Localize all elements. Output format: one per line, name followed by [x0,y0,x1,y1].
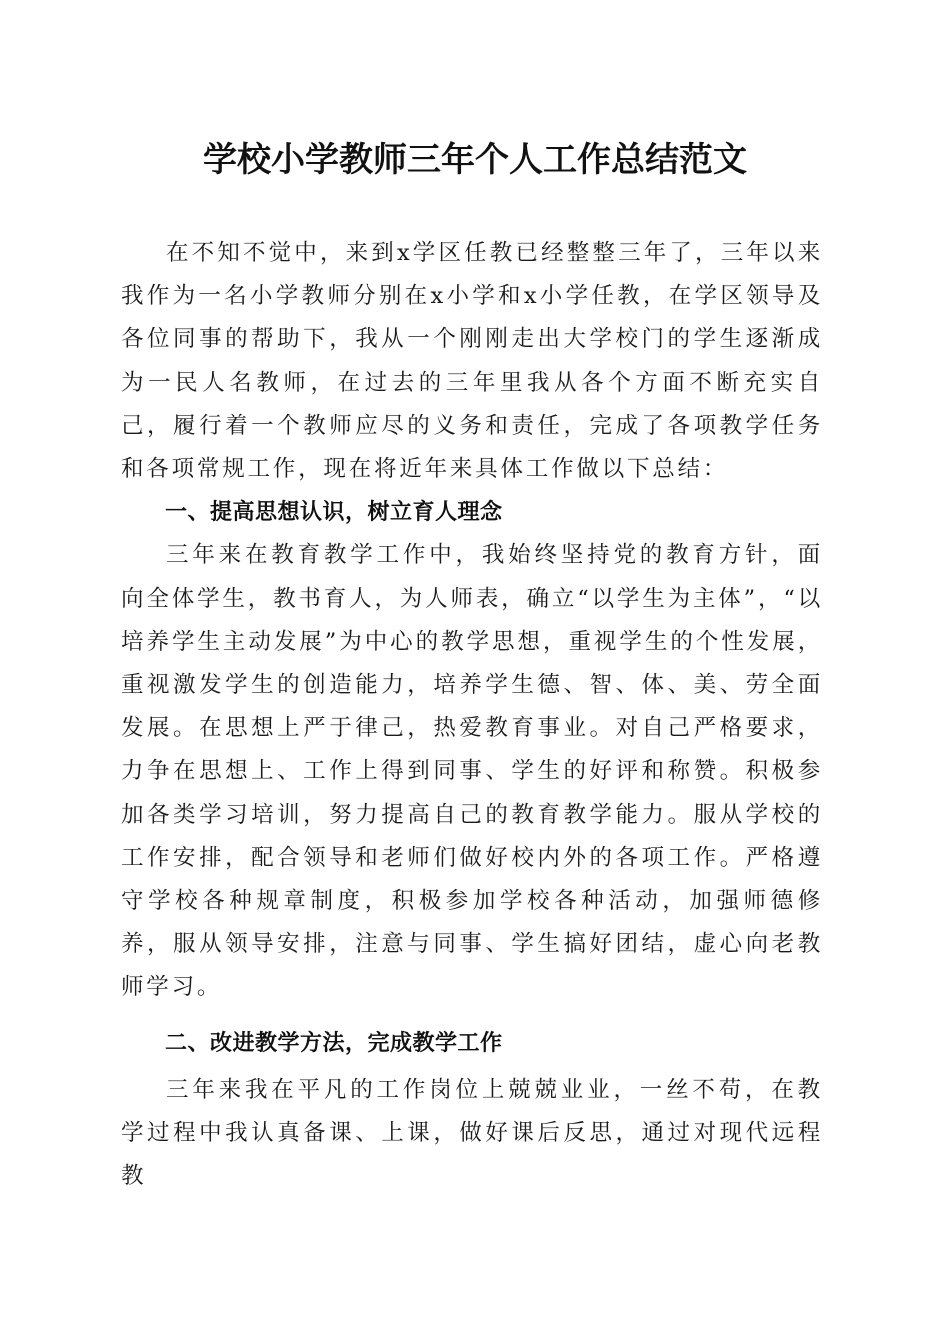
section-paragraph-1: 三年来在教育教学工作中，我始终坚持党的教育方针，面向全体学生，教书育人，为人师表，确立“以学生为主体”，“以培养学生主动发展”为中心的教学思想，重视学生的个性发展，重视激发学生的创造能力，培养学生德、智、体、美、劳全面发展。在思想上严于律己，热爱教育事业。对自己严格要求，力争在思想上、工作上得到同事、学生的好评和称赞。积极参加各类学习培训，努力提高自己的教育教学能力。服从学校的工作安排，配合领导和老师们做好校内外的各项工作。严格遵守学校各种规章制度，积极参加学校各种活动，加强师德修养，服从领导安排，注意与同事、学生搞好团结，虚心向老教师学习。 [121,542,823,1001]
document-title: 学校小学教师三年个人工作总结范文 [203,140,747,180]
section-heading-1: 一、提高思想认识，树立育人理念 [165,500,503,526]
intro-paragraph: 在不知不觉中，来到x学区任教已经整整三年了，三年以来我作为一名小学教师分别在x小学和x小学任教，在学区领导及各位同事的帮助下，我从一个刚刚走出大学校门的学生逐渐成为一民人名教师，在过去的三年里我从各个方面不断充实自己，履行着一个教师应尽的义务和责任，完成了各项教学任务和各项常规工作，现在将近年来具体工作做以下总结： [121,240,823,483]
section-paragraph-2: 三年来我在平凡的工作岗位上兢兢业业，一丝不苟，在教学过程中我认真备课、上课，做好课后反思，通过对现代远程教 [121,1076,823,1190]
document-body [121,232,823,1198]
section-heading-2: 二、改进教学方法，完成教学工作 [165,1030,503,1056]
